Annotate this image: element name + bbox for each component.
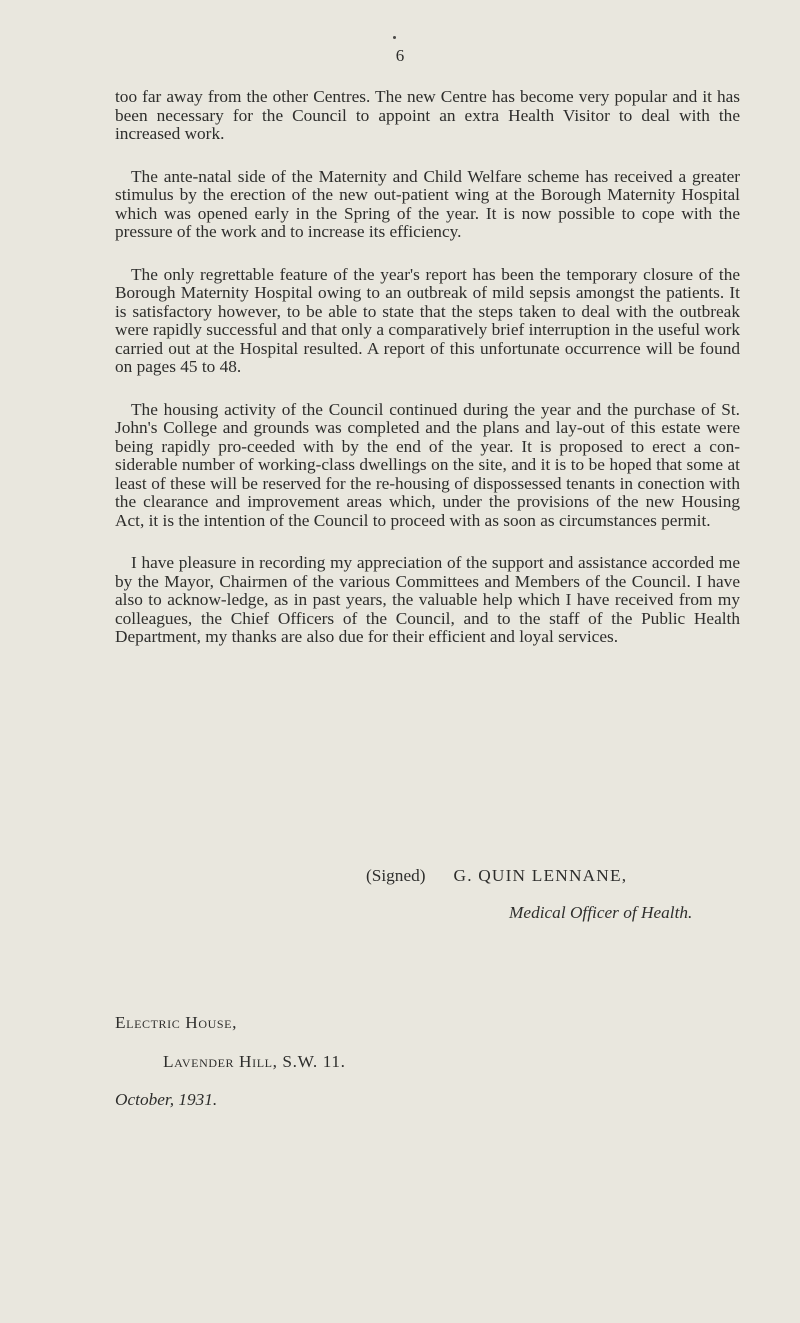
page-number: 6 [395,46,405,65]
paragraph-1: too far away from the other Centres. The new Centre has become very popular and it has been necessary for the Council to appoint an extra Health Visitor to deal with the increased work. [115,87,740,143]
ink-speck [393,36,396,39]
paragraph-2: The ante-natal side of the Maternity and Child Welfare scheme has received a greater stimulus by the erection of the new out-patient wing at the Borough Maternity Hospital which was opened early in the Spring of the year. It is now possible to cope with the pressure of the work and to increase its efficiency. [115,166,740,241]
paragraph-3: The only regrettable feature of the year's report has been the temporary closure of the Borough Maternity Hospital owing to an outbreak of mild sepsis amongst the patients. It is satisfactory however, to be able to state that the steps taken to deal with the outbreak were rapidly successful and that only a comparatively brief interruption in the useful work carried out at the Hospital resulted. A report of this unfortunate occurrence will be found on pages 45 to 48. [115,264,740,376]
body-text [115,88,740,671]
paragraph-4: The housing activity of the Council continued during the year and the purchase of St. John's College and grounds was completed and the plans and lay-out of this estate were being rapidly pro-ceeded with by the end of the year. It is proposed to erect a con-siderable number of working-class dwellings on the site, and it is to be hoped that some at least of these will be reserved for the re-housing of dispossessed tenants in conection with the clearance and improvement areas which, under the provisions of the new Housing Act, it is the intention of the Council to proceed with as soon as circumstances permit. [115,399,740,530]
address-line-2: Lavender Hill, S.W. 11. [163,1052,346,1071]
paragraph-5: I have pleasure in recording my appreciation of the support and assistance accorded me by the Mayor, Chairmen of the various Committees and Members of the Council. I have also to acknow-ledge, as in past years, the valuable help which I have received from my colleagues, the Chief Officers of the Council, and to the staff of the Public Health Department, my thanks are also due for their efficient and loyal services. [115,553,740,646]
document-date: October, 1931. [115,1090,218,1109]
signed-label: (Signed) [366,866,426,885]
signed-line [366,866,627,886]
signer-title: Medical Officer of Health. [509,903,693,922]
address-line-1: Electric House, [115,1013,238,1032]
signer-name: G. QUIN LENNANE, [453,866,628,885]
